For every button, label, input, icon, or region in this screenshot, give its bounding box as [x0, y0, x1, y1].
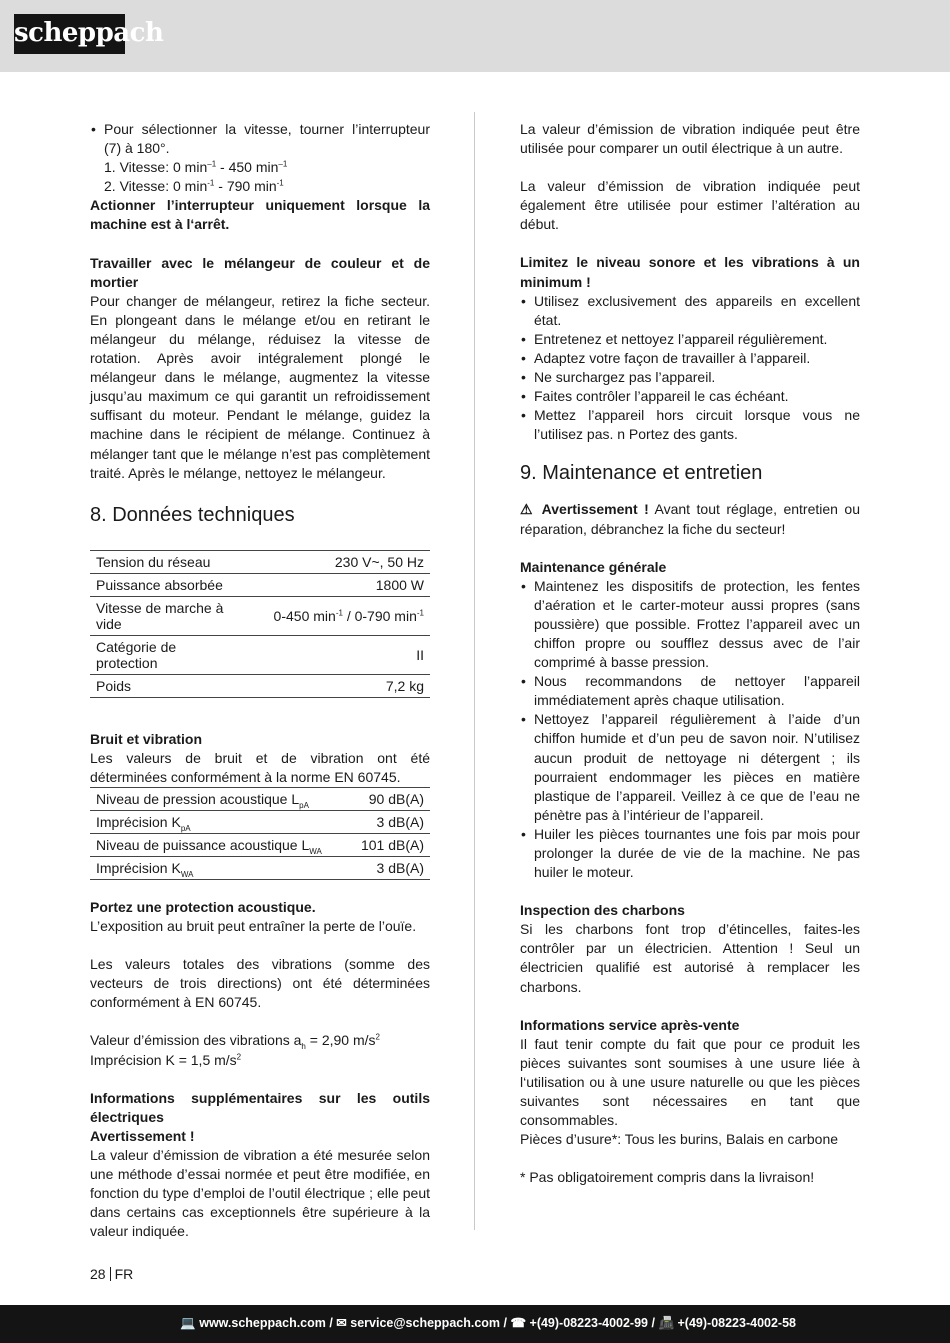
warning-icon: ⚠: [520, 501, 536, 518]
speed-1: 1. Vitesse: 0 $\min^{-1} - 450$ $\min^{-1}$: [104, 159, 288, 176]
wear-parts: Pièces d’usure*: Tous les burins, Balais en carbone: [520, 1131, 839, 1148]
section-9-title: 9. Maintenance et entretien: [520, 462, 763, 485]
brush-text: Si les charbons font trop d’étincelles, faites-les contrôler par un électricien. Attention ! Seul un électricien qualifié est autorisé à remplacer les charbons.: [520, 921, 860, 995]
website-link[interactable]: www.scheppach.com: [199, 1316, 326, 1330]
email-link[interactable]: service@scheppach.com: [350, 1316, 501, 1330]
mixer-text: Pour changer de mélangeur, retirez la fiche secteur. En plongeant dans le mélange et/ou en retirant le mélangeur du mélange, réduisez la vitesse de rotation. Après avoir intégralement plongé le mélangeur dans le mélange, augmentez la vitesse jusqu’au maximum ce qui garantit un refroidissement suffisant du moteur. Pendant le mélange, guidez la machine dans le récipient de mélange. Continuez à mélanger tant que le mélange n’est pas complètement traité. Après le mélange, nettoyez le mélangeur.: [90, 292, 430, 481]
table-row: Poids 7,2 kg: [90, 674, 430, 697]
ear-text: L’exposition au bruit peut entraîner la perte de l’ouïe.: [90, 918, 417, 935]
speed-2: 2. Vitesse: 0 $\min^{-1} - 790$ $\min^{-1}$: [104, 178, 284, 195]
maintenance-list: [520, 577, 860, 883]
brush-heading: Inspection des charbons: [520, 902, 685, 919]
computer-icon: 💻: [180, 1316, 196, 1330]
list-item: • Adaptez votre façon de travailler à l’appareil.: [520, 349, 860, 368]
vib-value: Valeur d’émission des vibrations $a_h = 2,90$ $m/s^2$: [90, 1032, 380, 1052]
table-row: Puissance absorbée 1800 W: [90, 573, 430, 596]
speed-list: [90, 120, 430, 158]
speed-intro: • Pour sélectionner la vitesse, tourner l’interrupteur (7) à 180°.: [90, 120, 430, 158]
scheppach-logo: scheppach: [14, 14, 125, 54]
list-item: • Ne surchargez pas l’appareil.: [520, 368, 860, 387]
table-row: Vitesse de marche à vide 0-450 $\min^{-1} / 0-790$ $\min^{-1}$: [90, 596, 430, 635]
page-number: 28 FR: [90, 1266, 134, 1282]
table-row: Tension du réseau 230 V~, 50 Hz: [90, 550, 430, 573]
page-footer: 💻 www.scheppach.com / ✉ service@scheppach.com / ☎ +(49)-08223-4002-99 / 📠 +(49)-08223-4002-58: [0, 1305, 950, 1343]
vib-k: Imprécision K = 1,5 $m/s^2$: [90, 1051, 242, 1068]
extra-text: La valeur d’émission de vibration a été mesurée selon une méthode d’essai normée et peut être modifiée, en fonction du type d’emploi de l’outil électrique ; elle peut dans certains cas exceptionnels être supérieure à la valeur indiquée.: [90, 1146, 430, 1240]
list-item: • Entretenez et nettoyez l’appareil régulièrement.: [520, 330, 860, 349]
table-row: Niveau de pression acoustique $L_{pA}$ 90 dB(A): [90, 787, 430, 810]
phone-number: +(49)-08223-4002-99: [529, 1316, 649, 1330]
list-item: • Mettez l’appareil hors circuit lorsque vous ne l’utilisez pas. n Portez des gants.: [520, 406, 860, 444]
limit-list: [520, 292, 860, 445]
noise-heading: Bruit et vibration: [90, 730, 203, 747]
vib-compare: La valeur d’émission de vibration indiquée peut être utilisée pour comparer un outil électrique à un autre.: [520, 121, 860, 157]
noise-table: [90, 787, 430, 880]
spec-table: [90, 550, 430, 698]
phone-icon: ☎: [510, 1316, 527, 1330]
list-item: • Huiler les pièces tournantes une fois par mois pour prolonger la durée de vie de la machine. Ne pas huiler le moteur.: [520, 825, 860, 882]
list-item: • Maintenez les dispositifs de protection, les fentes d’aération et le carter-moteur aussi propres (sans poussière) que possible. Frottez l’appareil avec un chiffon propre ou soufflez dessus avec de l’air comprimé à basse pression.: [520, 577, 860, 672]
table-row: Imprécision $K_{WA}$ 3 dB(A): [90, 856, 430, 879]
noise-text: Les valeurs de bruit et de vibration ont été déterminées conformément à la norme EN 60745.: [90, 749, 430, 785]
right-column: [520, 120, 860, 1187]
extra-warning: Avertissement !: [90, 1127, 195, 1144]
table-row: Catégorie de protection II: [90, 635, 430, 674]
fax-number: +(49)-08223-4002-58: [677, 1316, 796, 1330]
service-heading: Informations service après-vente: [520, 1016, 740, 1033]
maintenance-heading: Maintenance générale: [520, 558, 667, 575]
maintenance-warning: ⚠ Avertissement ! Avant tout réglage, entretien ou réparation, débranchez la fiche du secteur!: [520, 501, 860, 537]
extra-heading: Informations supplémentaires sur les outils électriques: [90, 1089, 430, 1125]
left-column: [90, 120, 430, 1241]
list-item: • Utilisez exclusivement des appareils en excellent état.: [520, 292, 860, 330]
mail-icon: ✉: [336, 1316, 347, 1330]
list-item: • Nettoyez l’appareil régulièrement à l’aide d’un chiffon humide et d’un peu de savon noir. N’utilisez aucun produit de nettoyage ni détergent ; ils pourraient endommager les pièces en matière plastique de l’appareil. Veillez à ce que de l’eau ne pénètre pas à l’intérieur de l’appareil.: [520, 710, 860, 825]
limit-heading: Limitez le niveau sonore et les vibrations à un minimum !: [520, 254, 860, 290]
list-item: • Faites contrôler l’appareil le cas échéant.: [520, 387, 860, 406]
vib-estimate: La valeur d’émission de vibration indiquée peut également être utilisée pour estimer l’altération au début.: [520, 178, 860, 233]
ear-heading: Portez une protection acoustique.: [90, 898, 316, 915]
vib-total: Les valeurs totales des vibrations (somme des vecteurs de trois directions) ont été déterminées conformément à EN 60745.: [90, 956, 430, 1011]
footnote: * Pas obligatoirement compris dans la livraison!: [520, 1169, 815, 1186]
stop-note: Actionner l’interrupteur uniquement lorsque la machine est à l‘arrêt.: [90, 197, 430, 233]
column-divider: [474, 112, 475, 1230]
mixer-heading: Travailler avec le mélangeur de couleur et de mortier: [90, 254, 430, 290]
section-8-title: 8. Données techniques: [90, 503, 295, 526]
page-header: [0, 0, 950, 72]
table-row: Niveau de puissance acoustique $L_{WA}$ 101 dB(A): [90, 833, 430, 856]
service-text: Il faut tenir compte du fait que pour ce produit les pièces suivantes sont soumises à une usure liée à l‘utilisation ou à une usure naturelle ou que les pièces suivantes sont nécessaires en tant que consommables.: [520, 1035, 860, 1129]
fax-icon: 📠: [658, 1316, 675, 1330]
table-row: Imprécision $K_{pA}$ 3 dB(A): [90, 810, 430, 833]
list-item: • Nous recommandons de nettoyer l’appareil immédiatement après chaque utilisation.: [520, 672, 860, 710]
